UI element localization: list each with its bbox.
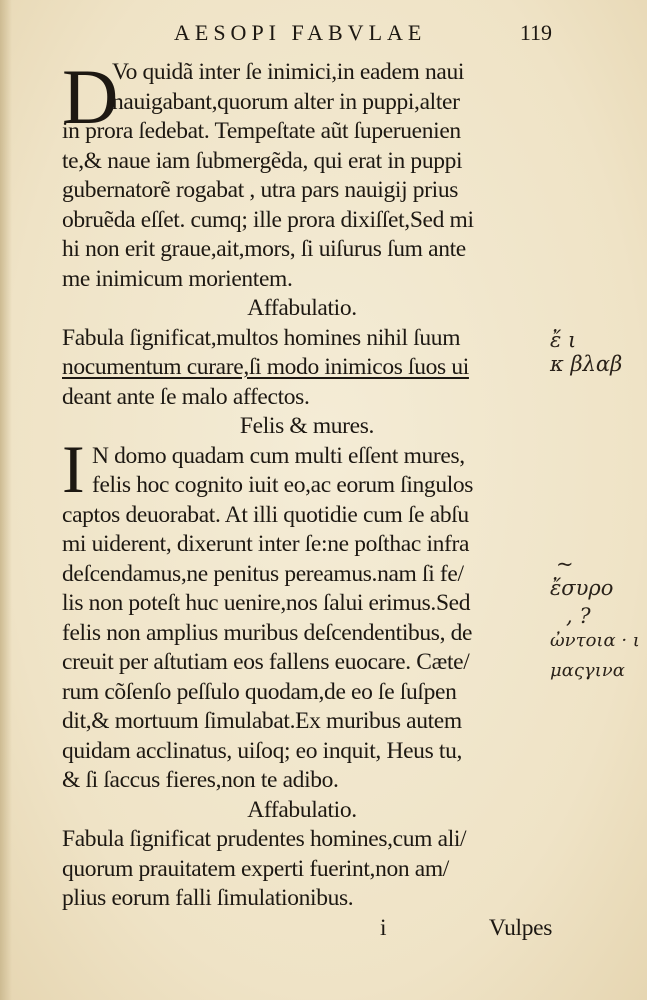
margin-annotation: ἔ ι [550, 328, 577, 352]
text-line: deſcendamus,ne penitus pereamus.nam ſi fe/ [62, 560, 464, 587]
text-line: captos deuorabat. At illi quotidie cum ſe abſu [62, 501, 469, 528]
section-heading-affabulatio: Affabulatio. [247, 796, 357, 823]
drop-cap-d: D [62, 53, 119, 140]
text-line: plius eorum falli ſimulationibus. [62, 885, 354, 911]
text-line: felis hoc cognito iuit eo,ac eorum ſingulos [92, 472, 474, 498]
text-line: mi uiderent, dixerunt inter ſe:ne poſthac infra [62, 531, 470, 557]
text-line: Fabula ſignificat prudentes homines,cum ali/ [62, 826, 467, 852]
text-line: te,& naue iam ſubmergẽda, qui erat in puppi [62, 147, 463, 174]
signature-mark: i [380, 914, 387, 941]
catchword: Vulpes [488, 914, 552, 941]
page-footer [62, 914, 552, 944]
text-line: Vo quidã inter ſe inimici,in eadem naui [112, 59, 465, 85]
text-line: gubernatorẽ rogabat , utra pars nauigij prius [62, 177, 459, 203]
margin-annotation: κ βλαβ [550, 352, 623, 376]
text-line: creuit per aſtutiam eos fallens euocare. Cæte/ [62, 649, 470, 675]
text-line: hi non erit graue,ait,mors, ſi uiſurus ſum ante [62, 236, 466, 262]
page-number: 119 [519, 20, 552, 45]
page-header [62, 20, 552, 54]
section-heading-affabulatio: Affabulatio. [247, 295, 357, 321]
drop-cap-i: I [62, 431, 85, 507]
page-gutter-shadow [0, 0, 12, 1000]
text-line: quidam acclinatus, uiſoq; eo inquit, Heus tu, [62, 737, 462, 764]
text-line: deant ante ſe malo affectos. [62, 383, 310, 410]
main-text-block [62, 53, 552, 943]
margin-annotation: , ? [566, 604, 591, 628]
text-line: in prora ſedebat. Tempeſtate aũt ſuperuenien [62, 118, 461, 144]
margin-annotation: ἔσυρο [550, 576, 614, 600]
text-line: me inimicum morientem. [62, 265, 293, 292]
margin-annotation: ὠντοια · ι [550, 630, 640, 651]
text-line: nocumentum curare,ſi modo inimicos ſuos ui [62, 354, 469, 380]
text-line: nauigabant,quorum alter in puppi,alter [112, 88, 460, 115]
margin-annotation: μαςγινα [550, 660, 625, 681]
text-line: lis non poteſt huc uenire,nos ſalui erimus.Sed [62, 590, 471, 616]
text-line: Fabula ſignificat,multos homines nihil ſuum [62, 324, 461, 351]
text-line: felis non amplius muribus deſcendentibus, de [62, 619, 473, 646]
text-line: quorum prauitatem experti fuerint,non am/ [62, 855, 449, 882]
text-line: dit,& mortuum ſimulabat.Ex muribus autem [62, 708, 462, 734]
text-line: obruẽda eſſet. cumq; ille prora dixiſſet,Sed mi [62, 206, 474, 233]
text-line: & ſi ſaccus fieres,non te adibo. [62, 767, 339, 793]
text-line: rum cõſenſo peſſulo quodam,de eo ſe ſuſpen [62, 678, 457, 705]
fable-title: Felis & mures. [239, 413, 375, 439]
text-line: N domo quadam cum multi eſſent mures, [92, 442, 465, 469]
running-title: AESOPI FABVLAE [174, 20, 427, 45]
margin-annotation: ~ [556, 552, 574, 576]
